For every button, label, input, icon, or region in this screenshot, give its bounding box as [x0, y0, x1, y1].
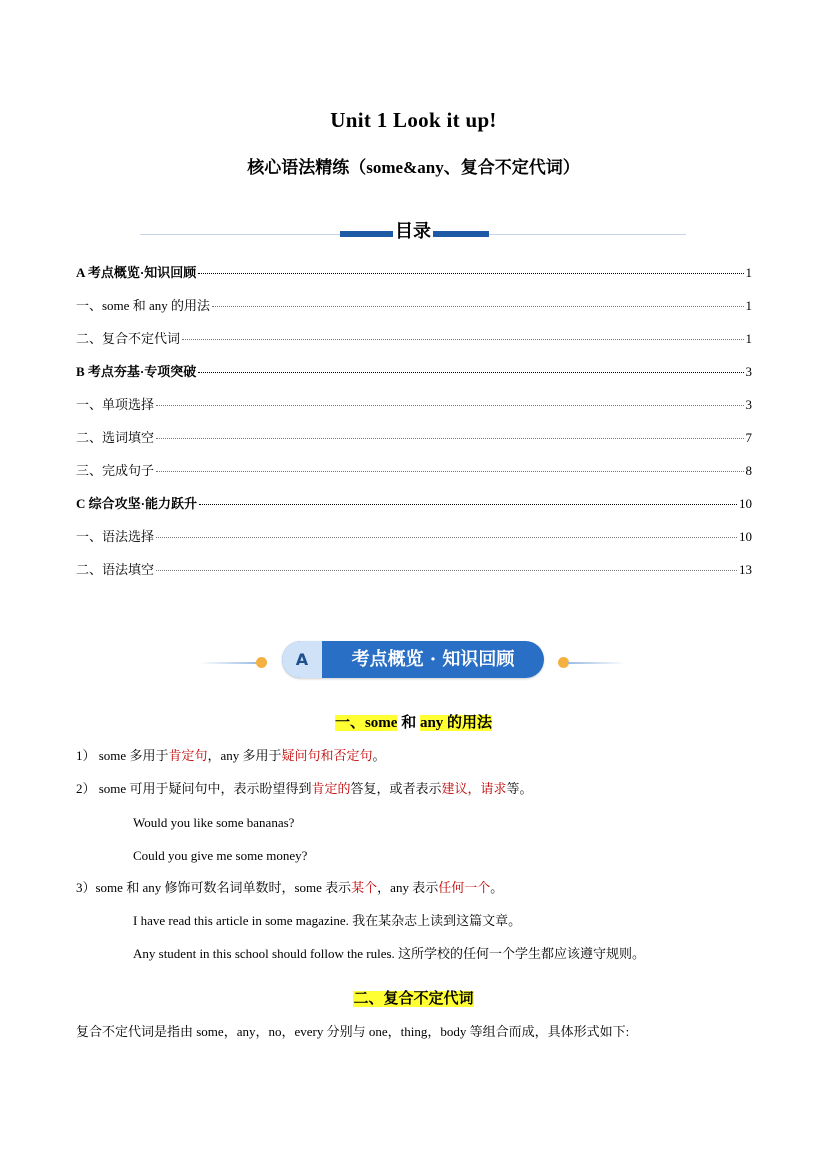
- toc-leader: [212, 306, 744, 307]
- toc-entry[interactable]: [76, 427, 752, 460]
- rule-1: [76, 746, 386, 766]
- highlight-text: 建议，请求: [441, 781, 507, 796]
- toc-heading-label: 目录: [395, 221, 431, 242]
- toc-leader: [182, 339, 743, 340]
- banner-text: 考点概览 · 知识回顾: [351, 649, 515, 670]
- highlight-text: 肯定句: [168, 748, 208, 763]
- example-3: I have read this article in some magazine. 我在某杂志上读到这篇文章。: [133, 913, 522, 928]
- example-1: Would you like some bananas?: [133, 815, 295, 830]
- highlight-text: 肯定的: [311, 781, 351, 796]
- toc-entry-title: B 考点夯基·专项突破: [76, 364, 197, 379]
- section-banner: [200, 638, 630, 684]
- heading-part: 一、some: [334, 715, 398, 731]
- text: ，any 表示: [377, 880, 439, 895]
- text: 1） some 多用于: [76, 748, 169, 763]
- section-heading-compound-pronouns: [0, 987, 827, 1008]
- toc-leader: [156, 471, 743, 472]
- toc-leader: [156, 570, 737, 571]
- text: 。: [490, 880, 504, 895]
- toc-leader: [156, 537, 737, 538]
- toc-entry-page: 10: [739, 496, 752, 511]
- heading-part: 二、复合不定代词: [353, 991, 474, 1007]
- toc-entry[interactable]: [76, 262, 752, 295]
- text: 2） some 可用于疑问句中，表示盼望得到: [76, 781, 312, 796]
- banner-pill: [282, 641, 544, 678]
- table-of-contents: [76, 262, 752, 592]
- toc-entry-page: 7: [745, 430, 752, 445]
- text: 。: [372, 748, 386, 763]
- toc-entry-page: 1: [745, 331, 752, 346]
- example-4: Any student in this school should follow the rules. 这所学校的任何一个学生都应该遵守规则。: [133, 946, 646, 961]
- banner-letter: A: [282, 641, 322, 678]
- toc-entry[interactable]: [76, 328, 752, 361]
- heading-part: 和: [397, 715, 420, 731]
- toc-entry-title: 二、复合不定代词: [76, 331, 181, 346]
- toc-entry-page: 3: [745, 397, 752, 412]
- toc-entry[interactable]: [76, 493, 752, 526]
- toc-entry-title: 二、语法填空: [76, 562, 155, 577]
- toc-entry-page: 1: [745, 298, 752, 313]
- page-title: Unit 1 Look it up!: [330, 108, 497, 132]
- toc-entry[interactable]: [76, 361, 752, 394]
- toc-entry[interactable]: [76, 295, 752, 328]
- toc-leader: [199, 504, 737, 505]
- text: ，any 多用于: [207, 748, 282, 763]
- page-subtitle: 核心语法精练（some&any、复合不定代词）: [247, 158, 580, 177]
- highlight-text: 某个: [351, 880, 378, 895]
- toc-entry-page: 10: [739, 529, 752, 544]
- highlight-text: 疑问句和否定句: [281, 748, 373, 763]
- toc-entry-title: C 综合攻坚·能力跃升: [76, 496, 197, 511]
- toc-entry[interactable]: [76, 559, 752, 592]
- toc-entry-title: 一、some 和 any 的用法: [76, 298, 210, 313]
- toc-entry-page: 13: [739, 562, 752, 577]
- toc-leader: [156, 438, 743, 439]
- toc-entry-page: 3: [745, 364, 752, 379]
- highlight-text: 任何一个: [438, 880, 491, 895]
- text: 答复，或者表示: [350, 781, 442, 796]
- heading-part: 的用法: [443, 715, 493, 731]
- section-heading-some-any: [0, 711, 827, 732]
- example-2: Could you give me some money?: [133, 848, 308, 863]
- toc-entry-page: 8: [745, 463, 752, 478]
- toc-entry[interactable]: [76, 460, 752, 493]
- banner-rule-left: [200, 662, 258, 664]
- banner-rule-right: [568, 662, 626, 664]
- toc-entry-page: 1: [745, 265, 752, 280]
- text: 等。: [506, 781, 533, 796]
- toc-leader: [156, 405, 743, 406]
- toc-entry-title: 三、完成句子: [76, 463, 155, 478]
- toc-entry-title: A 考点概览·知识回顾: [76, 265, 197, 280]
- toc-entry-title: 二、选词填空: [76, 430, 155, 445]
- heading-part: any: [419, 715, 444, 731]
- text: 3）some 和 any 修饰可数名词单数时，some 表示: [76, 880, 352, 895]
- toc-leader: [198, 372, 743, 373]
- rule-2: [76, 779, 533, 799]
- toc-entry-title: 一、语法选择: [76, 529, 155, 544]
- banner-dot-left: [256, 657, 267, 668]
- toc-entry-title: 一、单项选择: [76, 397, 155, 412]
- toc-entry[interactable]: [76, 526, 752, 559]
- toc-leader: [198, 273, 743, 274]
- compound-pronoun-intro: 复合不定代词是指由 some，any，no，every 分别与 one，thing，body 等组合而成，具体形式如下:: [76, 1024, 630, 1039]
- rule-3: [76, 878, 503, 898]
- toc-entry[interactable]: [76, 394, 752, 427]
- toc-heading: [140, 218, 686, 248]
